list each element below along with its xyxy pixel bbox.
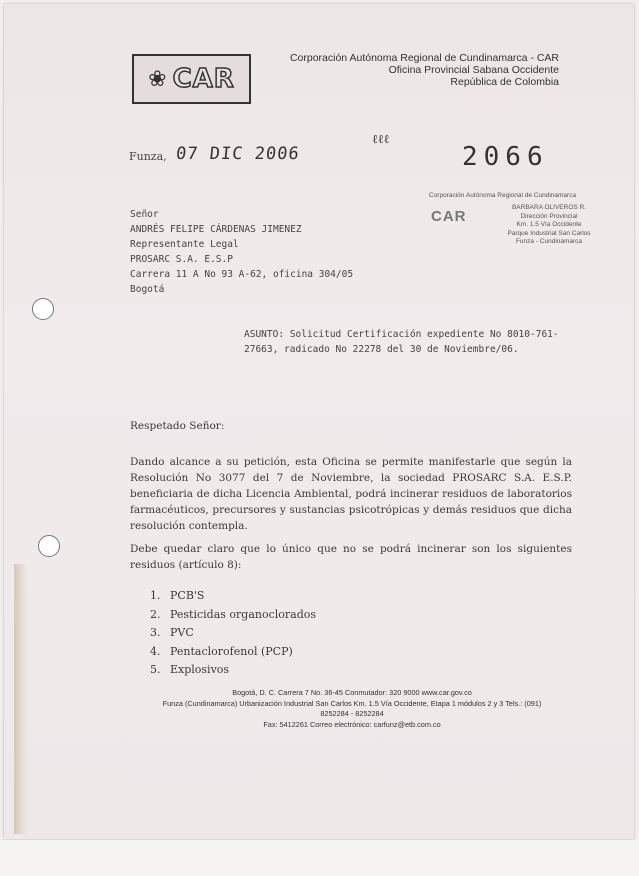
stamp-logo: CAR xyxy=(431,208,467,225)
stamp-line: BARBARA OLIVEROS R. xyxy=(511,204,587,211)
salutation: Respetado Señor: xyxy=(130,420,225,432)
org-line: Oficina Provincial Sabana Occidente xyxy=(388,64,559,76)
car-emblem-icon: ❀ xyxy=(148,66,167,92)
recipient-line: Señor xyxy=(130,209,159,220)
list-item: 5. Explosivos xyxy=(150,663,230,676)
org-line: República de Colombia xyxy=(450,76,559,88)
recipient-line: Representante Legal xyxy=(130,239,239,250)
stamp-header: Corporación Autónoma Regional de Cundinamarca xyxy=(429,192,577,199)
stamp-line: Funza - Cundinamarca xyxy=(515,238,583,245)
paper-edge-stain xyxy=(14,564,28,834)
body-paragraph: Dando alcance a su petición, esta Oficina se permite manifestarle que según la Resolución No 3077 del 7 de Noviembre, la sociedad PROSARC S.A. E.S.P. beneficiaria de dicha Licencia Ambiental, podrá incinerar residuos de laboratorios farmacéuticos, precursores y sustancias psicotrópicas y demás residuos que dicha resolución contempla. xyxy=(130,456,572,532)
list-item: 2. Pesticidas organoclorados xyxy=(150,607,317,621)
stamp-line: Dirección Provincial xyxy=(520,212,578,220)
list-item: 1. PCB'S xyxy=(150,589,205,602)
punch-hole-bottom xyxy=(38,535,60,557)
date-stamp: 07 DIC 2006 xyxy=(174,144,301,164)
org-line: Corporación Autónoma Regional de Cundinamarca - CAR xyxy=(289,52,559,64)
recipient-city: Bogotá xyxy=(130,284,165,295)
subject-block xyxy=(244,327,564,357)
logo-text: CAR xyxy=(172,64,235,94)
footer-line: Bogotá, D. C. Carrera 7 No. 36-45 Conmutador: 320 9000 www.car.gov.co xyxy=(232,688,472,697)
footer-line: Fax: 5412261 Correo electrónico: carfunz@etb.com.co xyxy=(263,719,441,729)
stamp-line: Parque Industrial San Carlos xyxy=(507,229,591,237)
body-paragraph: Debe quedar claro que lo único que no se podrá incinerar son los siguientes residuos (artículo 8): xyxy=(130,543,572,571)
list-item: 3. PVC xyxy=(150,626,194,639)
excluded-waste-list xyxy=(150,587,316,680)
stamp-line: Km. 1.5 Vía Occidente xyxy=(516,221,582,228)
official-stamp xyxy=(429,192,607,258)
recipient-address: Carrera 11 A No 93 A-62, oficina 304/05 xyxy=(130,269,354,280)
footer-line: Funza (Cundinamarca) Urbanización Industrial San Carlos Km. 1.5 Vía Occidente, Etapa 1 módulos 2 y 3 Tels.: (091) xyxy=(162,698,542,708)
footer-contact xyxy=(132,688,572,730)
subject-label: ASUNTO: xyxy=(244,329,285,340)
handwritten-mark: ℓℓℓ xyxy=(372,132,390,146)
place-label: Funza, xyxy=(129,150,167,163)
stamp-text xyxy=(491,204,607,247)
recipient-company: PROSARC S.A. E.S.P xyxy=(130,254,233,265)
car-logo xyxy=(132,54,251,104)
punch-hole-top xyxy=(32,298,54,320)
subject-text: Solicitud Certificación expediente No 8010-761-27663, radicado No 22278 del 30 de Noviembre/06. xyxy=(244,329,559,355)
recipient-name: ANDRÉS FELIPE CÁRDENAS JIMENEZ xyxy=(130,224,302,235)
reference-number: 2066 xyxy=(462,142,549,172)
letter-page xyxy=(4,4,634,839)
organization-header xyxy=(290,52,559,88)
footer-line: 8252284 - 8252284 xyxy=(320,709,384,718)
list-item: 4. Pentaclorofenol (PCP) xyxy=(150,644,293,658)
scan-background xyxy=(0,840,639,876)
recipient-block xyxy=(130,207,353,297)
